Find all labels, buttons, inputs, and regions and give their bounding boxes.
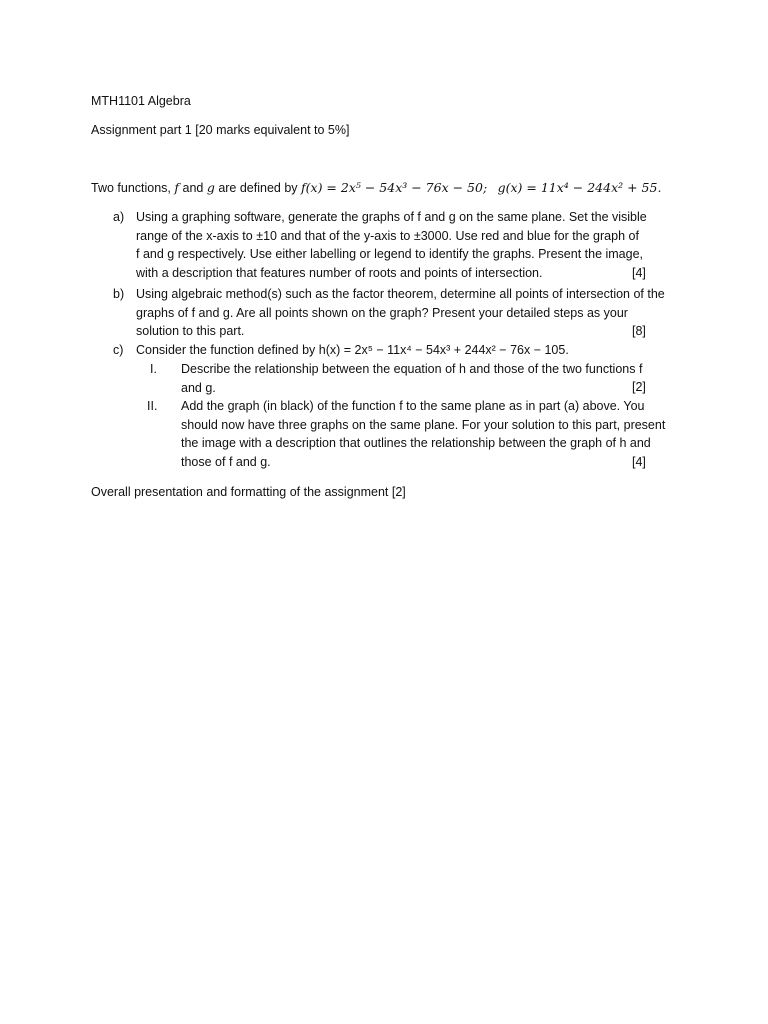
item-c-line: Consider the function defined by h(x) = 2x⁵ − 11x⁴ − 54x³ + 244x² − 76x − 105.: [136, 343, 569, 357]
item-b-line: graphs of f and g. Are all points shown on the graph? Present your detailed steps as your: [136, 305, 628, 320]
subitem-i-text: [181, 360, 661, 397]
subitem-ii-line: the image with a description that outlines the relationship between the graph of h and: [181, 436, 651, 450]
subitem-i-line: and g.: [181, 380, 216, 395]
f-definition: f(x) = 2x⁵ − 54x³ − 76x − 50;: [301, 180, 488, 195]
subitem-ii-line: should now have three graphs on the same plane. For your solution to this part, present: [181, 417, 666, 432]
item-a-line: with a description that features number of roots and points of intersection.: [136, 265, 543, 280]
intro-and: and: [179, 181, 207, 195]
intro-text-mid: are defined by: [214, 181, 302, 195]
intro-line: [91, 179, 661, 198]
item-c-text: [136, 341, 666, 360]
intro-text-before: Two functions,: [91, 181, 175, 195]
subitem-ii-line: Add the graph (in black) of the function f to the same plane as in part (a) above. You: [181, 399, 645, 413]
subitem-ii-line: those of f and g.: [181, 454, 271, 469]
course-title: MTH1101 Algebra: [91, 94, 191, 108]
item-c-label: c): [113, 343, 124, 357]
item-a-text: [136, 208, 666, 282]
subitem-i-label: I.: [150, 362, 157, 376]
item-a-line: f and g respectively. Use either labelling or legend to identify the graphs. Present the image,: [136, 247, 644, 261]
intro-g: g: [206, 180, 215, 195]
subitem-i-marks: [2]: [632, 380, 646, 394]
item-a-line: Using a graphing software, generate the graphs of f and g on the same plane. Set the visible: [136, 210, 647, 224]
item-a-marks: [4]: [632, 266, 646, 280]
item-a-line: range of the x-axis to ±10 and that of the y-axis to ±3000. Use red and blue for the graph of: [136, 228, 639, 243]
subitem-ii-text: [181, 397, 666, 471]
assignment-heading: Assignment part 1 [20 marks equivalent to 5%]: [91, 123, 350, 137]
overall-presentation: Overall presentation and formatting of the assignment [2]: [91, 485, 406, 499]
item-b-line: solution to this part.: [136, 324, 245, 338]
item-b-label: b): [113, 287, 125, 301]
g-definition: g(x) = 11x⁴ − 244x² + 55.: [497, 180, 662, 195]
item-b-text: [136, 285, 666, 341]
item-b-marks: [8]: [632, 324, 646, 338]
subitem-i-line: Describe the relationship between the equation of h and those of the two functions f: [181, 362, 643, 376]
item-b-line: Using algebraic method(s) such as the factor theorem, determine all points of intersection of the: [136, 287, 665, 301]
subitem-ii-marks: [4]: [632, 455, 646, 469]
item-a-label: a): [113, 210, 125, 224]
subitem-ii-label: II.: [147, 399, 158, 413]
intro-f: f: [174, 180, 180, 195]
